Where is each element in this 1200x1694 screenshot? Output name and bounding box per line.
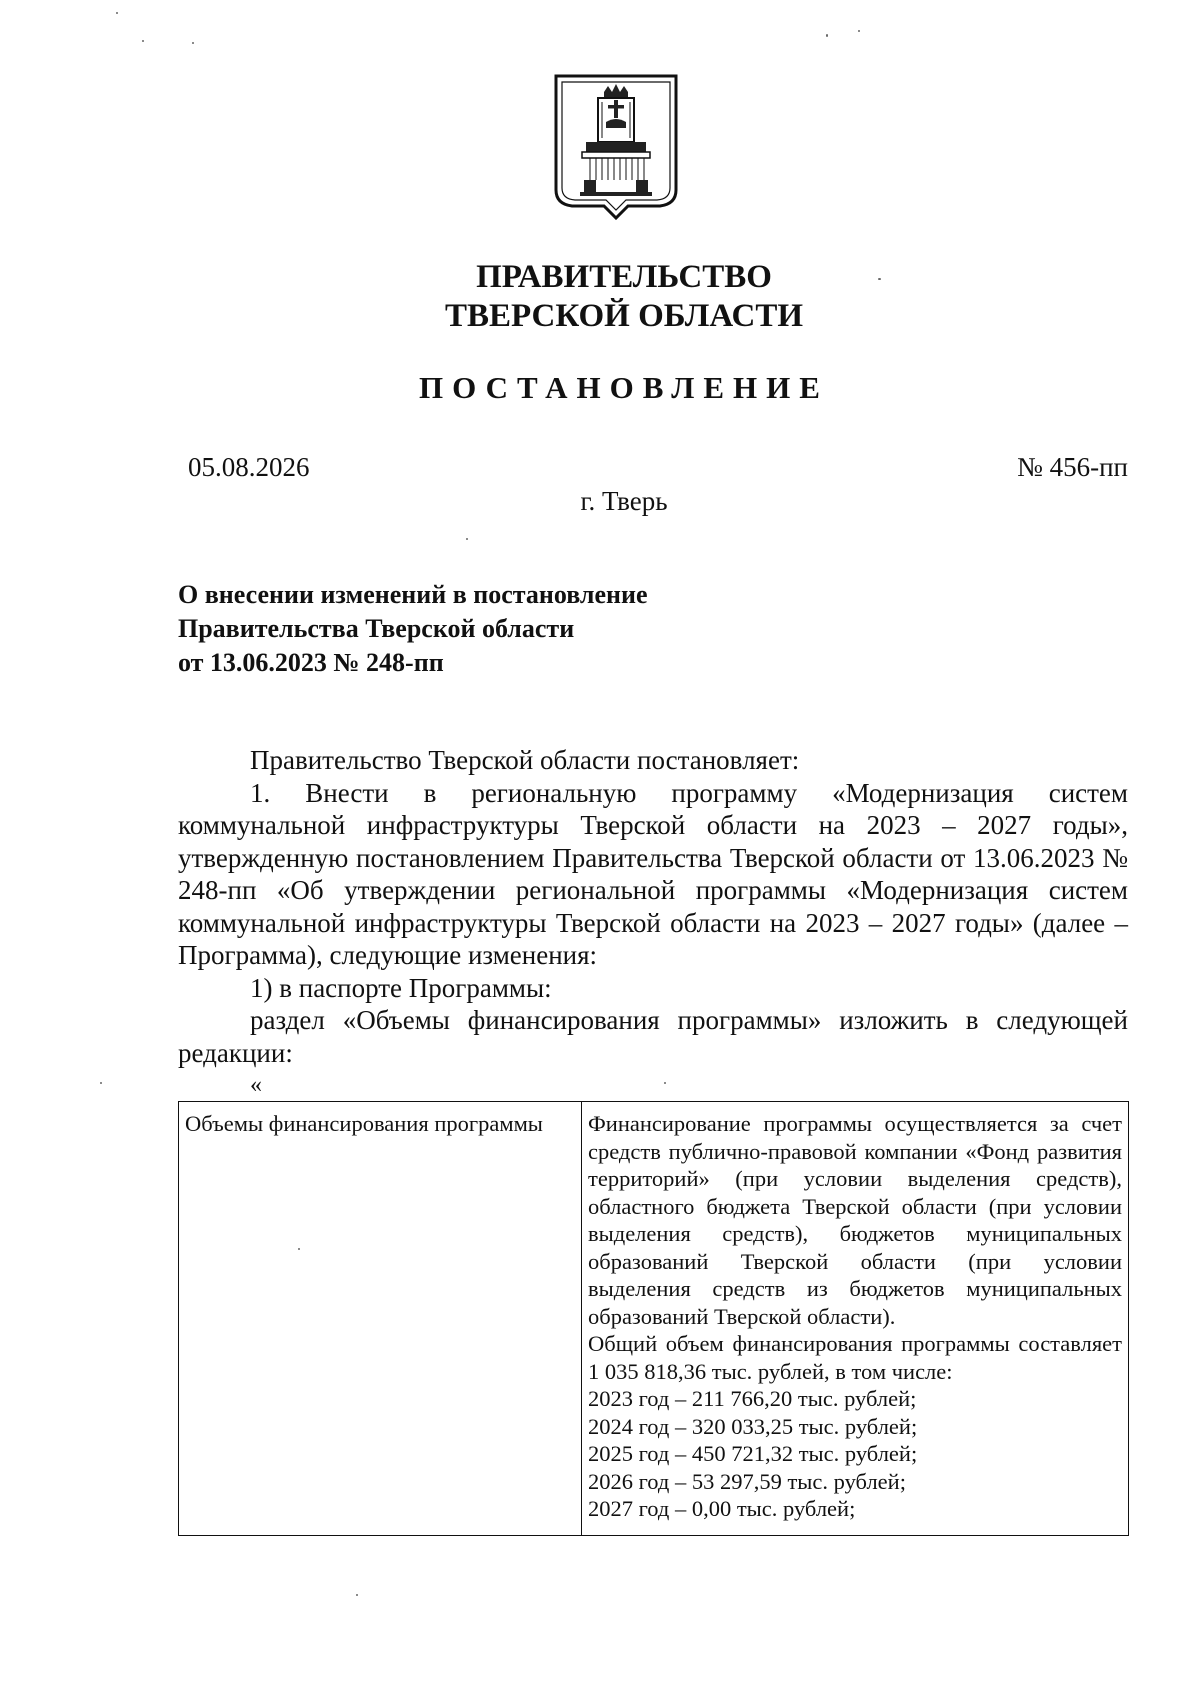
document-subject (178, 578, 648, 680)
body-item-1-paragraph: 1. Внести в региональную программу «Модернизация систем коммунальной инфраструктуры Тверской области на 2023 – 2027 годы», утвержденную постановлением Правительства Тверской области от 13.06.2023 № 248-пп «Об утверждении региональной программы «Модернизация систем коммунальной инфраструктуры Тверской области на 2023 – 2027 годы» (далее – Программа), следующие изменения: (178, 777, 1128, 970)
document-date: 05.08.2026 (188, 452, 310, 482)
subject-line: от 13.06.2023 № 248-пп (178, 648, 444, 677)
tver-region-coat-of-arms-icon (552, 72, 680, 224)
table-row (179, 1102, 1129, 1536)
organization-title-line1: ПРАВИТЕЛЬСТВО (476, 259, 772, 295)
subject-line: О внесении изменений в постановление (178, 580, 648, 609)
scan-speck (858, 30, 860, 32)
scan-speck (298, 1248, 300, 1250)
financing-total: Общий объем финансирования программы составляет 1 035 818,36 тыс. рублей, в том числе: (588, 1331, 1122, 1384)
document-body (178, 744, 1128, 1069)
financing-description: Финансирование программы осуществляется за счет средств публично-правовой компании «Фонд развития территорий» (при условии выделения средств), областного бюджета Тверской области (при условии выделения средств), бюджетов муниципальных образований Тверской области (при условии выделения средств из бюджетов муниципальных образований Тверской области). (588, 1111, 1122, 1329)
body-intro-paragraph: Правительство Тверской области постановляет: (250, 745, 800, 775)
document-city: г. Тверь (580, 486, 668, 516)
scan-speck (878, 278, 881, 280)
subject-line: Правительства Тверской области (178, 614, 575, 643)
body-section-intro-paragraph: раздел «Объемы финансирования программы» изложить в следующей редакции: (178, 1005, 1128, 1068)
financing-table-label-cell: Объемы финансирования программы (179, 1102, 582, 1536)
financing-year-line: 2027 год – 0,00 тыс. рублей; (588, 1496, 856, 1521)
scan-speck (116, 12, 118, 14)
financing-year-line: 2026 год – 53 297,59 тыс. рублей; (588, 1468, 906, 1494)
scan-speck (826, 34, 828, 37)
financing-year-line: 2024 год – 320 033,25 тыс. рублей; (588, 1413, 918, 1439)
scan-speck (100, 1082, 102, 1084)
scan-speck (664, 1082, 666, 1084)
scan-speck (142, 40, 144, 42)
scan-speck (192, 42, 194, 44)
document-type-title: ПОСТАНОВЛЕНИЕ (419, 370, 829, 405)
organization-title-line2: ТВЕРСКОЙ ОБЛАСТИ (444, 298, 804, 334)
financing-year-line: 2023 год – 211 766,20 тыс. рублей; (588, 1386, 917, 1411)
financing-year-line: 2025 год – 450 721,32 тыс. рублей; (588, 1441, 918, 1466)
document-number: № 456-пп (1017, 452, 1128, 482)
opening-quote-mark: « (250, 1072, 262, 1098)
financing-table (178, 1101, 1129, 1536)
scan-speck (356, 1594, 358, 1596)
scan-speck (466, 538, 468, 540)
financing-table-content-cell (582, 1102, 1129, 1536)
body-item-1-1-paragraph: 1) в паспорте Программы: (250, 972, 552, 1003)
